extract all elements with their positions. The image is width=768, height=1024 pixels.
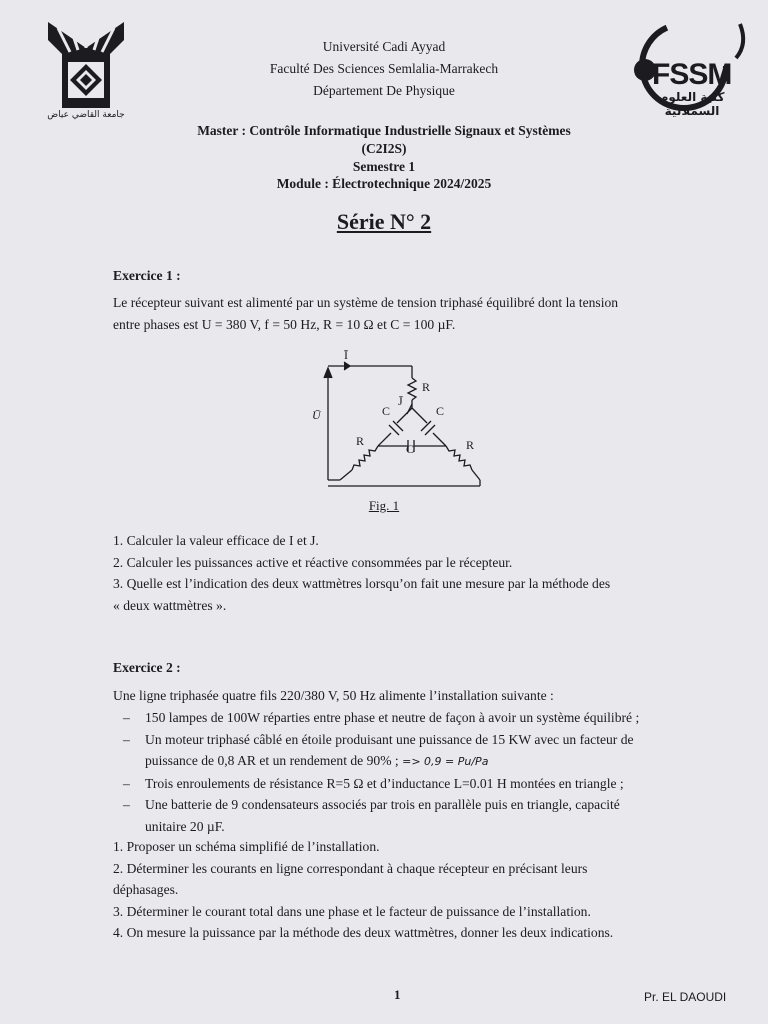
resistor-right-label: R — [466, 438, 475, 452]
university-logo-text: جامعة القاضي عياض — [47, 110, 125, 120]
series-title: Série N° 2 — [336, 209, 432, 234]
faculty-name: Faculté Des Sciences Semlalia-Marrakech — [269, 61, 499, 76]
figure-caption: Fig. 1 — [368, 498, 400, 513]
master-title: Master : Contrôle Informatique Industrielle Signaux et Systèmes — [197, 123, 571, 138]
exercise2-intro: Une ligne triphasée quatre fils 220/380 V, 50 Hz alimente l’installation suivante : — [113, 688, 554, 703]
exercise2-heading: Exercice 2 : — [113, 660, 181, 675]
capacitor-right-label: C — [436, 404, 445, 418]
exercise1-intro — [113, 292, 693, 335]
page-number: 1 — [394, 987, 401, 1002]
exercise2-item-motor-cont: puissance de 0,8 AR et un rendement de 90% ; => 0,9 = Pu/Pa — [145, 753, 489, 768]
exercise1-question-3-cont: « deux wattmètres ». — [113, 597, 227, 613]
current-j-label: J̄ — [398, 394, 403, 408]
current-i-label: Ī — [344, 348, 348, 362]
exercise2-item-windings: – Trois enroulements de résistance R=5 Ω et d’inductance L=0.01 H montées en triangle ; — [123, 775, 624, 791]
exercise1-heading: Exercice 1 : — [113, 268, 181, 283]
circuit-figure — [300, 348, 500, 498]
faculty-logo-text: FSSM — [652, 58, 732, 91]
capacitor-bottom-label: C — [406, 442, 415, 456]
master-code: (C2I2S) — [361, 141, 407, 156]
exercise1-questions — [113, 530, 693, 616]
semester: Semestre 1 — [352, 159, 416, 174]
handwritten-note: => 0,9 = Pu/Pa — [402, 755, 489, 768]
department-name: Département De Physique — [313, 83, 455, 98]
exercise2-questions — [113, 836, 693, 944]
module: Module : Électrotechnique 2024/2025 — [276, 176, 492, 191]
exercise1-question-3: 3. Quelle est l’indication des deux wattmètres lorsqu’on fait une mesure par la méthode des — [113, 576, 611, 591]
faculty-logo-arabic: كلية العلوم السملالية — [659, 90, 725, 118]
exercise1-intro-line1: Le récepteur suivant est alimenté par un système de tension triphasé équilibré dont la tension — [113, 295, 619, 310]
exercise1-question-2: 2. Calculer les puissances active et réactive consommées par le récepteur. — [113, 554, 513, 570]
voltage-u-label: Ū — [312, 408, 321, 422]
exercise2-item-capacitors: – Une batterie de 9 condensateurs associés par trois en parallèle puis en triangle, capacité — [123, 797, 620, 812]
author: Pr. EL DAOUDI — [644, 990, 727, 1004]
exercise1-intro-line2: entre phases est U = 380 V, f = 50 Hz, R = 10 Ω et C = 100 µF. — [113, 316, 456, 332]
exercise1-question-1: 1. Calculer la valeur efficace de I et J. — [113, 533, 319, 548]
resistor-left-label: R — [356, 434, 365, 448]
university-name: Université Cadi Ayyad — [322, 39, 446, 54]
exercise2-item-motor: – Un moteur triphasé câblé en étoile produisant une puissance de 15 KW avec un facteur de — [123, 731, 634, 747]
resistor-top-label: R — [422, 380, 431, 394]
exercise2-item-lamps: – 150 lampes de 100W réparties entre phase et neutre de façon à avoir un système équilibré ; — [123, 710, 640, 725]
exercise2-items — [113, 707, 693, 837]
exercise2-question-1: 1. Proposer un schéma simplifié de l’installation. — [113, 839, 380, 854]
exercise2-item-capacitors-cont: unitaire 20 µF. — [145, 818, 225, 834]
exercise2-question-4: 4. On mesure la puissance par la méthode des deux wattmètres, donner les deux indications. — [113, 925, 614, 940]
capacitor-left-label: C — [382, 404, 391, 418]
exercise2-question-2-cont: déphasages. — [113, 882, 179, 897]
exercise2-question-2: 2. Déterminer les courants en ligne correspondant à chaque récepteur en précisant leurs — [113, 860, 588, 876]
exercise2-question-3: 3. Déterminer le courant total dans une phase et le facteur de puissance de l’installation. — [113, 903, 591, 919]
